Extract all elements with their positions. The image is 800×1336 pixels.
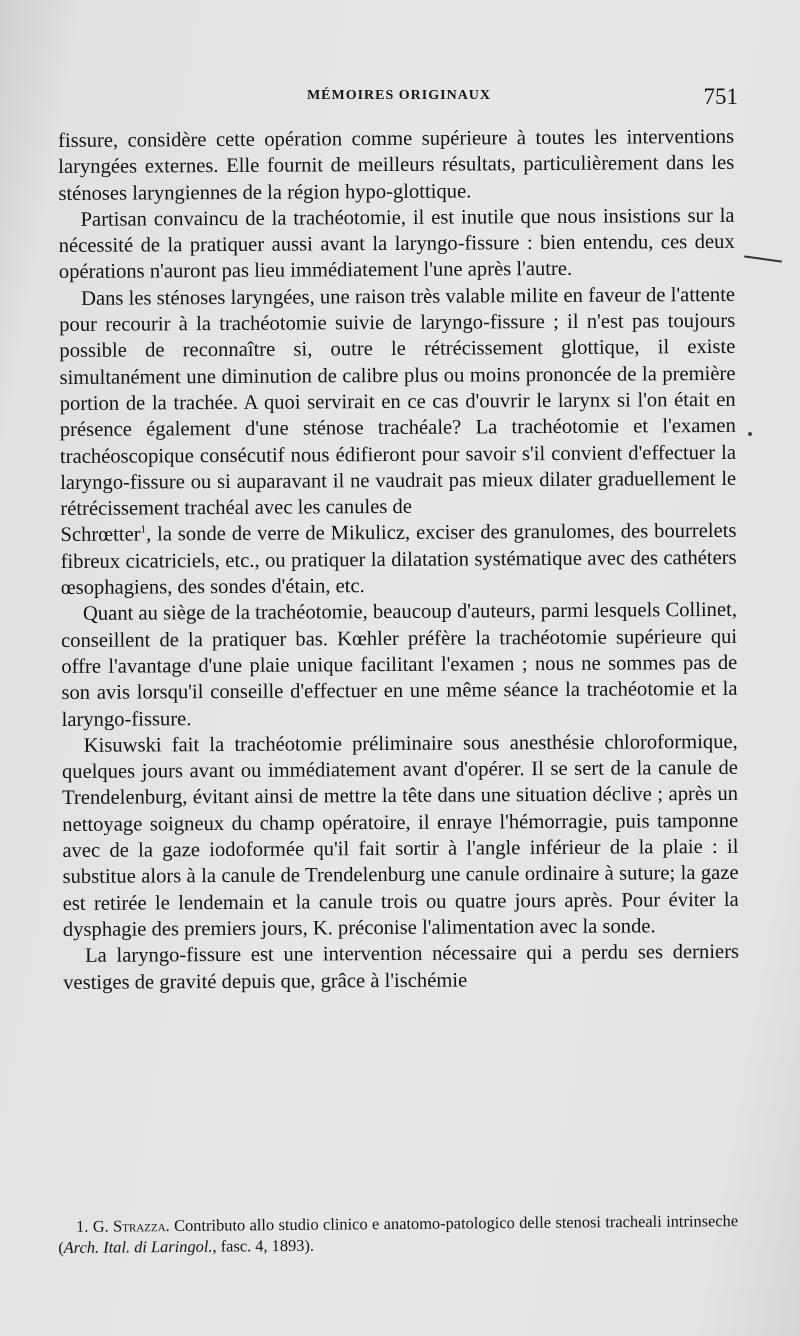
footnote-journal: Arch. Ital. di Laringol. (63, 1236, 213, 1257)
footnote (58, 1210, 738, 1258)
footnote-author: G. Strazza. (92, 1216, 170, 1236)
schroetter-name: Schrœtter (60, 523, 141, 547)
paragraph-7: La laryngo-fissure est une intervention nécessaire qui a perdu ses derniers vestiges de gravité depuis que, grâce à l'ischémie (63, 941, 740, 994)
page-number: 751 (703, 84, 738, 109)
paragraph-4 (60, 518, 736, 601)
body-text (58, 124, 739, 996)
paragraph-1: fissure, considère cette opération comme supérieure à toutes les interventions laryngées externes. Elle fournit de meilleurs résultats, particulièrement dans les sténoses laryngiennes de la région hypo-glottique. (58, 125, 735, 205)
paragraph-6: Kisuwski fait la trachéotomie préliminaire sous anesthésie chloroformique, quelques jours avant ou immédiatement avant d'opérer. Il se sert de la canule de Trendelenburg, évitant ainsi de mettre la tête dans une situation déclive ; après un nettoyage soigneux du champ opératoire, il enraye l'hémorragie, puis tamponne avec de la gaze iodoformée qu'il fait sortir à l'angle inférieur de la plaie : il substitue alors à la canule de Trendelenburg une canule ordinaire à suture; la gaze est retirée le lendemain et la canule trois ou quatre jours après. Pour éviter la dysphagie des premiers jours, K. préconise l'alimentation avec la sonde. (61, 730, 739, 941)
footnote-body: Contributo allo studio clinico e anatomo-patologico delle stenosi tracheali intrinseche ( (58, 1211, 739, 1257)
paragraph-4-rest: , la sonde de verre de Mikulicz, exciser des granulomes, des bourrelets fibreux cicatriciels, etc., ou pratiquer la dilatation systématique avec des cathéters œsophagiens, des sondes d'étain, etc. (60, 520, 737, 600)
margin-pencil-mark (744, 255, 782, 262)
margin-dot-mark (748, 432, 752, 436)
footnote-text (58, 1210, 738, 1258)
paragraph-2: Partisan convaincu de la trachéotomie, il est inutile que nous insistions sur la nécessité de la pratiquer aussi avant la laryngo-fissure : bien entendu, ces deux opérations n'auront pas lieu immédiatement l'une après l'autre. (58, 204, 735, 284)
footnote-tail: , fasc. 4, 1893). (212, 1235, 315, 1256)
footnote-number: 1. (76, 1216, 89, 1236)
paragraph-3: Dans les sténoses laryngées, une raison très valable milite en faveur de l'attente pour recourir à la trachéotomie suivie de laryngo-fissure ; il n'est pas toujours possible de reconnaître si, outre le rétrécissement glottique, il existe simultanément une diminution de calibre plus ou moins prononcée de la première portion de la trachée. A quoi servirait en ce cas d'ouvrir le larynx si l'on était en présence également d'une sténose trachéale? La trachéotomie et l'examen trachéoscopique consécutif nous édifieront pour savoir s'il convient d'effectuer la laryngo-fissure ou si auparavant il ne vaudrait pas mieux dilater graduellement le rétrécissement trachéal avec les canules de (59, 283, 737, 521)
page-header (60, 84, 738, 114)
paragraph-5: Quant au siège de la trachéotomie, beaucoup d'auteurs, parmi lesquels Collinet, conseillent de la pratiquer bas. Kœhler préfère la trachéotomie supérieure qui offre l'avantage d'une plaie unique facilitant l'examen ; nous ne sommes pas de son avis lorsqu'il conseille d'effectuer en une même séance la trachéotomie et la laryngo-fissure. (61, 599, 738, 731)
running-title: MÉMOIRES ORIGINAUX (306, 88, 492, 103)
footnote-ref: 1 (140, 524, 147, 537)
